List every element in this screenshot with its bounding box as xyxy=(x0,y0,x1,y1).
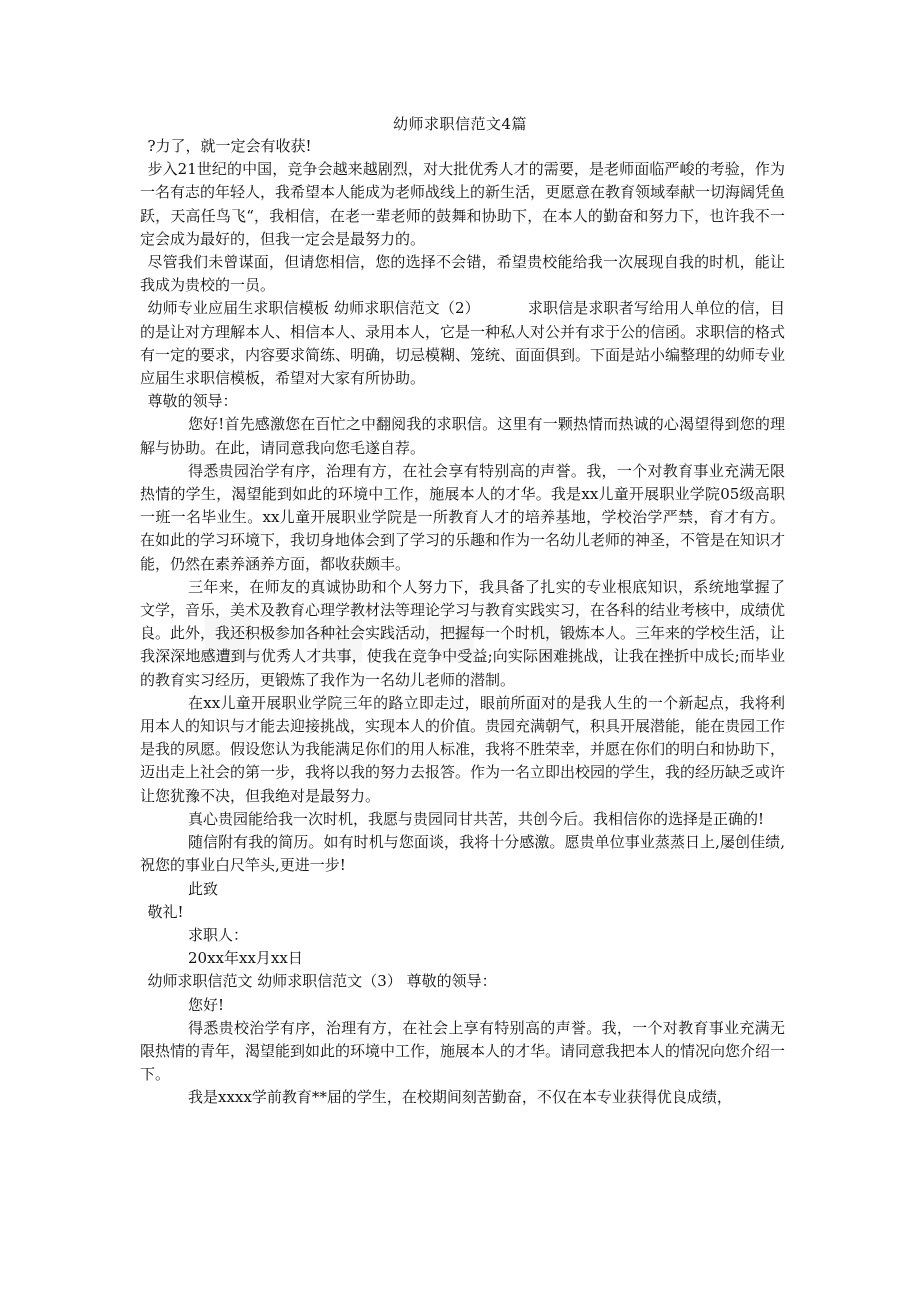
page-title: 幼师求职信范文4篇 xyxy=(392,115,528,133)
paragraph-3: 尽管我们未曾谋面，但请您相信，您的选择不会错，希望贵校能给我一次展现自我的时机，能让我成为贵校的一员。 xyxy=(140,253,785,295)
paragraph-1: ?力了，就一定会有收获! xyxy=(147,137,312,155)
salutation-1: 尊敬的领导： xyxy=(147,392,238,411)
paragraph-4 xyxy=(140,297,785,390)
document-body xyxy=(140,135,785,1110)
paragraph-three-years: 三年来，在师友的真诚协助和个人努力下，我具备了扎实的专业根底知识，系统地掌握了文学，音乐，美术及教育心理学教材法等理论学习与教育实践实习，在各科的结业考核中，成绩优良。此外，我还积极参加各种社会实践活动，把握每一个时机，锻炼本人。三年来的学校生活，让我深深地感遭到与优秀人才共事，使我在竞争中受益;向实际困难挑战，让我在挫折中成长;而毕业的教育实习经历，更锻炼了我作为一名幼儿老师的潜制。 xyxy=(140,577,786,689)
paragraph-school: 得悉贵园治学有序，治理有方，在社会享有特别高的声誉。我，一个对教育事业充满无限热情的学生，渴望能到如此的环境中工作，施展本人的才华。我是xx儿童开展职业学院05级高职一班一名毕业生。xx儿童开展职业学院是一所教育人才的培养基地，学校治学严禁，育才有方。在如此的学习环境下，我切身地体会到了学习的乐趣和作为一名幼儿老师的神圣，不管是在知识才能，仍然在素养涵养方面，都收获颇丰。 xyxy=(140,461,786,573)
signature-date: 20xx年xx月xx日 xyxy=(188,949,303,968)
section-heading-3: 幼师求职信范文 幼师求职信范文（3） 尊敬的领导： xyxy=(147,972,497,991)
paragraph-new-start: 在xx儿童开展职业学院三年的路立即走过，眼前所面对的是我人生的一个新起点，我将利用本人的知识与才能去迎接挑战，实现本人的价值。贵园充满朝气，积具开展潜能，能在贵园工作是我的夙愿。假设您认为我能满足你们的用人标准，我将不胜荣幸，并愿在你们的明白和协助下，迈出走上社会的第一步，我将以我的努力去报答。作为一名立即出校园的学生，我的经历缺乏或许让您犹豫不决，但我绝对是最努力。 xyxy=(140,693,786,805)
paragraph-resume: 随信附有我的简历。如有时机与您面谈，我将十分感激。愿贵单位事业蒸蒸日上,屡创佳绩,祝您的事业白尺竿头,更进一步! xyxy=(140,833,785,875)
intro-text-2: 求职信是求职者写给用人单位的信，目的是让对方理解本人、相信本人、录用本人，它是一种私人对公并有求于公的信函。求职信的格式有一定的要求，内容要求简练、明确，切忌模糊、笼统、面面俱到。下面是站小编整理的幼师专业应届生求职信模板，希望对大家有所协助。 xyxy=(140,299,786,388)
paragraph-intro-self: 我是xxxx学前教育**届的学生，在校期间刻苦勤奋，不仅在本专业获得优良成绩， xyxy=(188,1088,732,1107)
paragraph-hope: 真心贵园能给我一次时机，我愿与贵园同甘共苦，共创今后。我相信你的选择是正确的! xyxy=(188,809,765,828)
paragraph-greeting: 您好!首先感激您在百忙之中翻阅我的求职信。这里有一颗热情而热诚的心渴望得到您的理解与协助。在此，请同意我向您毛遂自荐。 xyxy=(140,415,785,457)
closing-ci-zhi: 此致 xyxy=(188,879,219,898)
closing-jing-li: 敬礼! xyxy=(147,902,184,921)
paragraph-school-2: 得悉贵校治学有序，治理有方，在社会上享有特别高的声誉。我，一个对教育事业充满无限热情的青年，渴望能到如此的环境中工作，施展本人的才华。请同意我把本人的情况向您介绍一下。 xyxy=(140,1018,786,1084)
paragraph-2: 步入21世纪的中国，竞争会越来越剧烈，对大批优秀人才的需要，是老师面临严峻的考验，作为一名有志的年轻人，我希望本人能成为老师战线上的新生活，更愿意在教育领域奉献一切海阔凭鱼跃，天高任鸟飞“，我相信，在老一辈老师的鼓舞和协助下，在本人的勤奋和努力下，也许我不一定会成为最好的，但我一定会是最努力的。 xyxy=(140,160,786,248)
signature-label: 求职人： xyxy=(188,925,249,944)
section-heading-2: 幼师专业应届生求职信模板 幼师求职信范文（2） xyxy=(147,299,480,318)
greeting-2: 您好! xyxy=(188,995,225,1014)
